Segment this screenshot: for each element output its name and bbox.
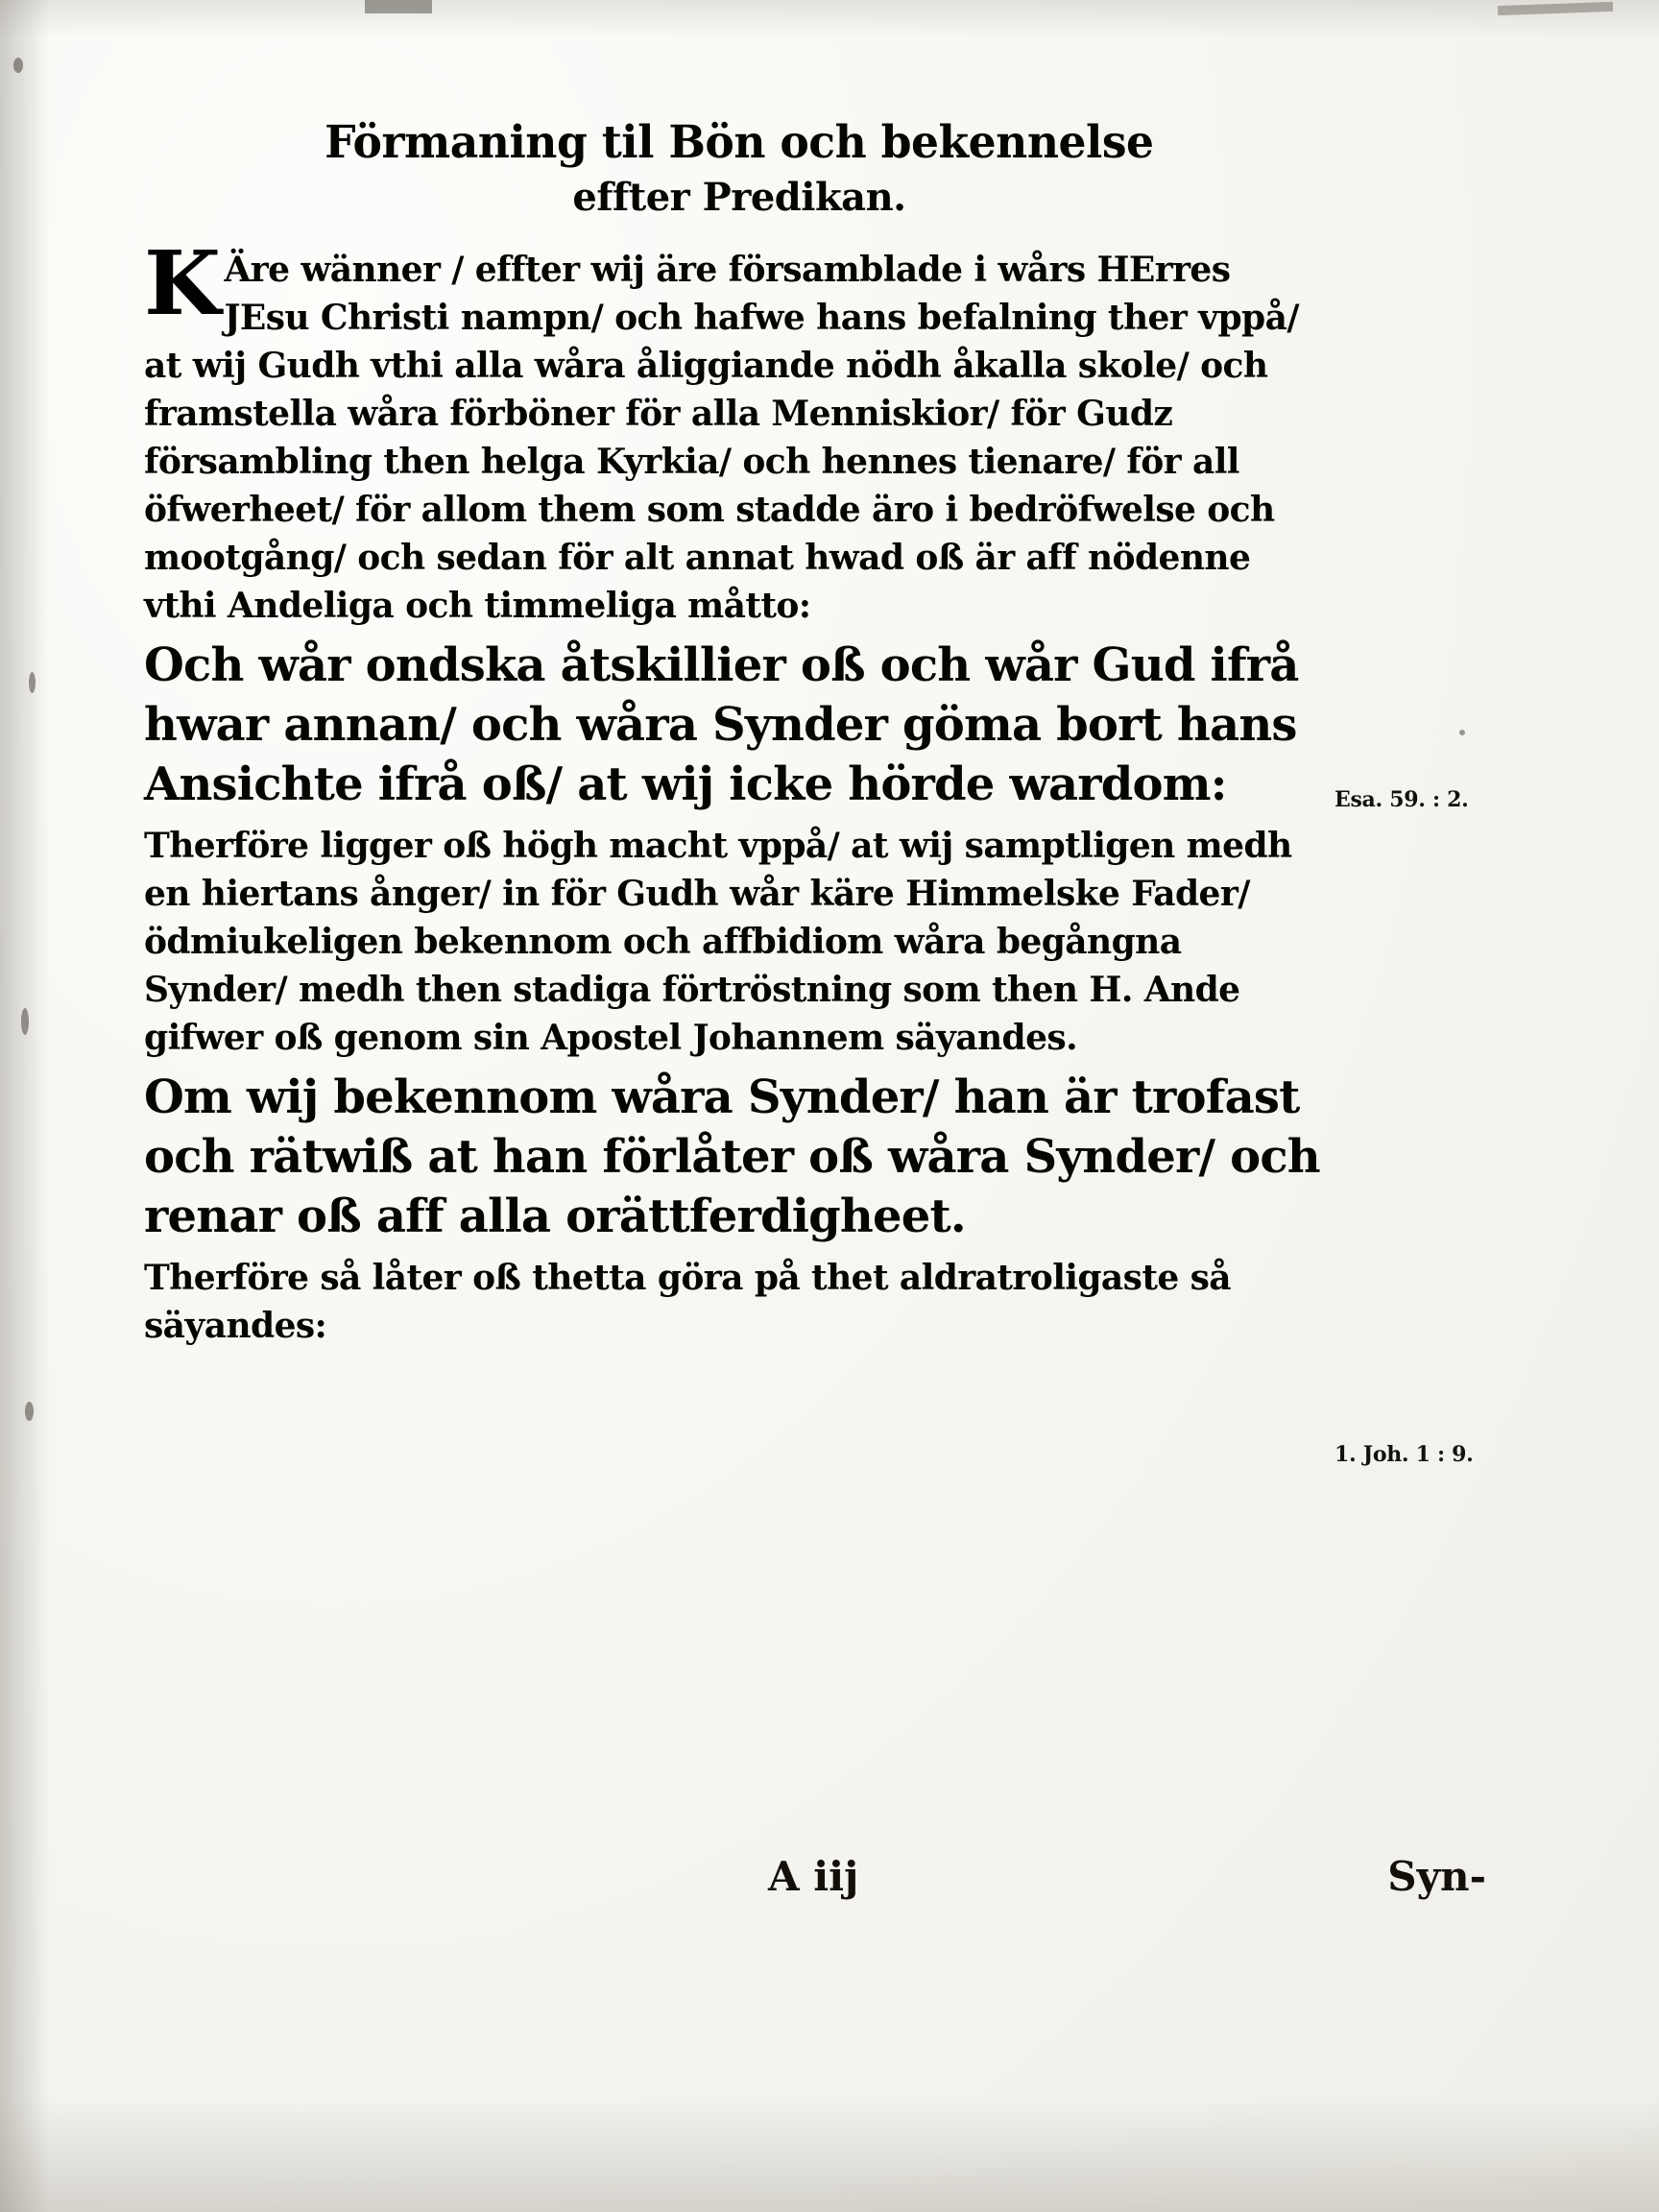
paper-blotch <box>365 0 432 13</box>
paragraph-1-container <box>144 231 1325 630</box>
signature-mark: A iij <box>768 1853 859 1900</box>
paper-speck <box>25 1402 34 1421</box>
catchword: Syn- <box>1387 1853 1486 1900</box>
page-footer <box>144 1853 1515 1900</box>
paragraph-5: Therföre så låter oß thetta göra på thet aldratroligaste så säyandes: <box>144 1258 1231 1346</box>
paragraph-3: Therföre ligger oß högh macht vppå/ at wij samptligen medh en hiertans ånger/ in för Gudh wår käre Himmelske Fader/ ödmiukeligen bekennom och affbidiom wåra begångna Synder/ medh then stadiga förtröstning som then H. Ande gifwer oß genom sin Apostel Johannem säyandes. <box>144 826 1292 1058</box>
paragraph-2-scripture-esaias: Och wår ondska åtskillier oß och wår Gud ifrå hwar annan/ och wåra Synder göma bort hans Ansichte ifrå oß/ at wij icke hörde wardom: <box>144 638 1299 811</box>
paper-speck <box>21 1008 29 1035</box>
document-text-block <box>144 115 1325 1350</box>
page-title-line-1: Förmaning til Bön och bekennelse <box>325 116 1154 169</box>
paragraph-1: Äre wänner / effter wij äre församblade i wårs HErres JEsu Christi nampn/ och hafwe hans befalning ther vppå/ at wij Gudh vthi alla wåra åliggiande nödh åkalla skole/ och framstella wåra förböner för alla Menniskior/ för Gudz försambling then helga Kyrkia/ och hennes tienare/ för all öfwerheet/ för allom them som stadde äro i bedröfwelse och mootgång/ och sedan för alt annat hwad oß är aff nödenne vthi Andeliga och timmeliga måtto: <box>144 250 1299 626</box>
paper-speck <box>13 58 23 73</box>
page-title-line-2: effter Predikan. <box>572 175 906 220</box>
margin-note-johannes: 1. Joh. 1 : 9. <box>1334 1442 1474 1467</box>
paper-speck <box>1459 730 1465 735</box>
margin-note-esaias: Esa. 59. : 2. <box>1334 787 1469 812</box>
drop-cap: K <box>144 231 221 335</box>
paragraph-4-scripture-johannes: Om wij bekennom wåra Synder/ han är trofast och rätwiß at han förlåter oß wåra Synder/ och renar oß aff alla orättferdigheet. <box>144 1070 1320 1243</box>
paper-speck <box>29 672 36 693</box>
